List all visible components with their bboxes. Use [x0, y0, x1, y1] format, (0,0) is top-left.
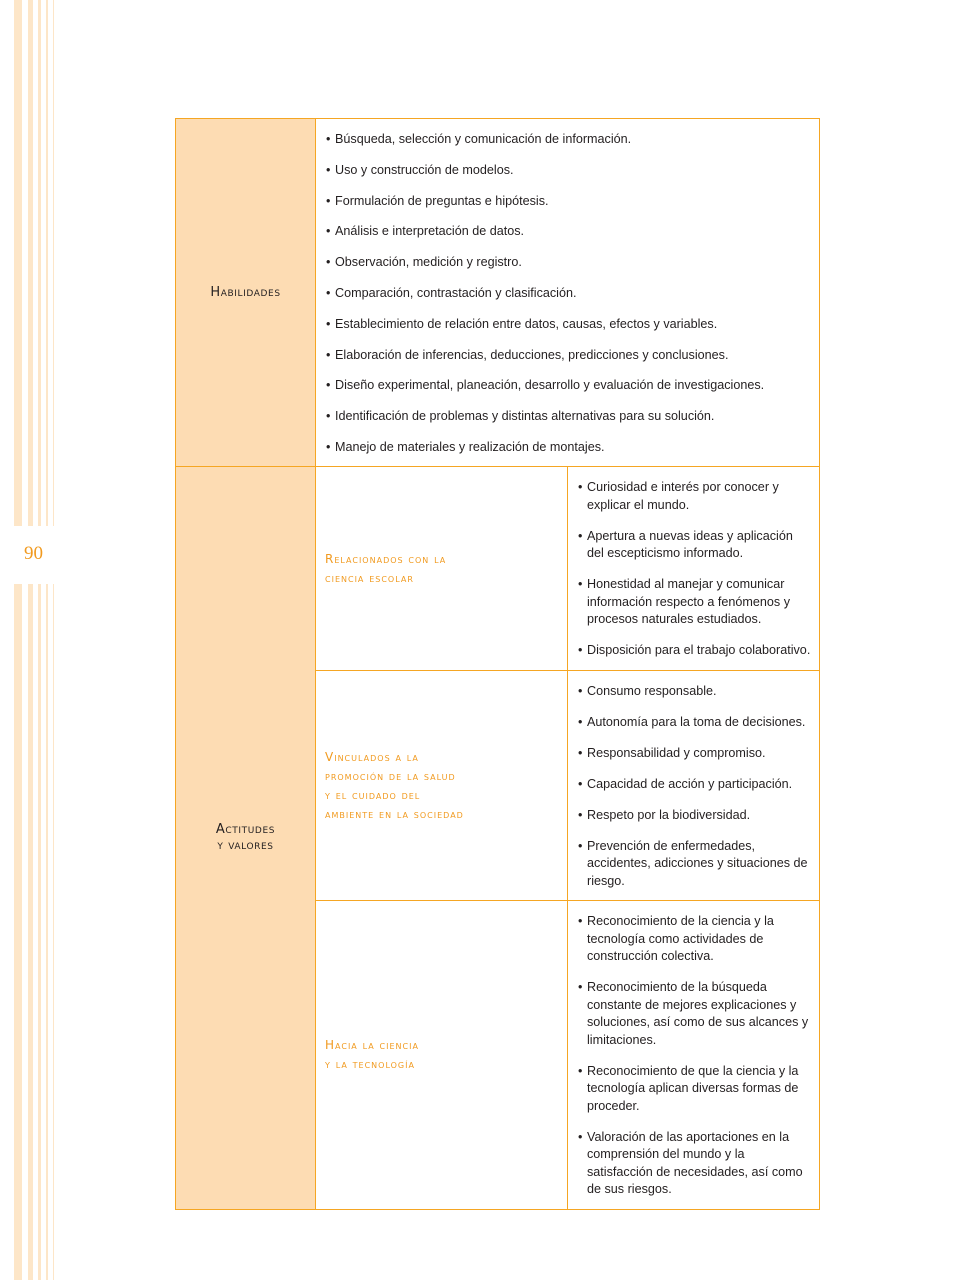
- habilidades-row: [176, 119, 820, 467]
- margin-stripe: [28, 0, 33, 1280]
- habilidades-items-cell: [316, 119, 820, 467]
- subcategory-label-line: ciencia escolar: [325, 570, 414, 585]
- list-item: • Consumo responsable.: [578, 683, 811, 701]
- list-item: • Responsabilidad y compromiso.: [578, 745, 811, 763]
- margin-stripe: [38, 0, 41, 1280]
- actitudes-row-ciencia-escolar: [176, 467, 820, 671]
- list-item: • Reconocimiento de la ciencia y la tecnología como actividades de construcción colectiva.: [578, 913, 811, 966]
- list-item: • Apertura a nuevas ideas y aplicación del escepticismo informado.: [578, 528, 811, 563]
- salud-ambiente-list: [578, 683, 811, 891]
- subcategory-label-line: Hacia la ciencia: [325, 1038, 419, 1053]
- actitudes-label: [176, 467, 316, 1210]
- subcategory-label-line: ambiente en la sociedad: [325, 806, 464, 821]
- habilidades-list: [326, 131, 811, 456]
- list-item: • Observación, medición y registro.: [326, 254, 811, 272]
- subcategory-label-line: y el cuidado del: [325, 787, 421, 802]
- list-item: • Formulación de preguntas e hipótesis.: [326, 193, 811, 211]
- subcategory-salud-ambiente: [316, 670, 568, 901]
- subcategory-label-line: Vinculados a la: [325, 749, 419, 764]
- page-number: 90: [24, 543, 43, 564]
- list-item: • Establecimiento de relación entre datos, causas, efectos y variables.: [326, 316, 811, 334]
- list-item: • Uso y construcción de modelos.: [326, 162, 811, 180]
- margin-stripe: [14, 0, 22, 1280]
- list-item: • Reconocimiento de la búsqueda constante de mejores explicaciones y soluciones, así como de sus alcances y limitaciones.: [578, 979, 811, 1049]
- subcategory-label-line: Relacionados con la: [325, 551, 447, 566]
- list-item: • Autonomía para la toma de decisiones.: [578, 714, 811, 732]
- list-item: • Manejo de materiales y realización de montajes.: [326, 439, 811, 457]
- habilidades-label: Habilidades: [176, 119, 316, 467]
- subcategory-ciencia-tecnologia: [316, 901, 568, 1210]
- skills-table: [175, 118, 820, 1210]
- subcategory-ciencia-escolar: [316, 467, 568, 671]
- list-item: • Disposición para el trabajo colaborativo.: [578, 642, 811, 660]
- list-item: • Reconocimiento de que la ciencia y la tecnología aplican diversas formas de proceder.: [578, 1063, 811, 1116]
- ciencia-tecnologia-items-cell: [568, 901, 820, 1210]
- list-item: • Análisis e interpretación de datos.: [326, 223, 811, 241]
- actitudes-label-line1: Actitudes: [215, 822, 276, 838]
- list-item: • Capacidad de acción y participación.: [578, 776, 811, 794]
- list-item: • Comparación, contrastación y clasificación.: [326, 285, 811, 303]
- list-item: • Honestidad al manejar y comunicar información respecto a fenómenos y procesos naturales estudiados.: [578, 576, 811, 629]
- list-item: • Respeto por la biodiversidad.: [578, 807, 811, 825]
- list-item: • Diseño experimental, planeación, desarrollo y evaluación de investigaciones.: [326, 377, 811, 395]
- subcategory-label-line: promoción de la salud: [325, 768, 456, 783]
- subcategory-label-line: y la tecnología: [325, 1057, 415, 1072]
- margin-stripe: [53, 0, 54, 1280]
- list-item: • Curiosidad e interés por conocer y explicar el mundo.: [578, 479, 811, 514]
- salud-ambiente-items-cell: [568, 670, 820, 901]
- ciencia-escolar-items-cell: [568, 467, 820, 671]
- list-item: • Valoración de las aportaciones en la comprensión del mundo y la satisfacción de necesidades, así como de sus riesgos.: [578, 1129, 811, 1199]
- list-item: • Prevención de enfermedades, accidentes, adicciones y situaciones de riesgo.: [578, 838, 811, 891]
- margin-stripe: [46, 0, 48, 1280]
- list-item: • Elaboración de inferencias, deducciones, predicciones y conclusiones.: [326, 347, 811, 365]
- ciencia-tecnologia-list: [578, 913, 811, 1199]
- list-item: • Búsqueda, selección y comunicación de información.: [326, 131, 811, 149]
- ciencia-escolar-list: [578, 479, 811, 660]
- actitudes-label-line2: y valores: [217, 838, 274, 854]
- list-item: • Identificación de problemas y distintas alternativas para su solución.: [326, 408, 811, 426]
